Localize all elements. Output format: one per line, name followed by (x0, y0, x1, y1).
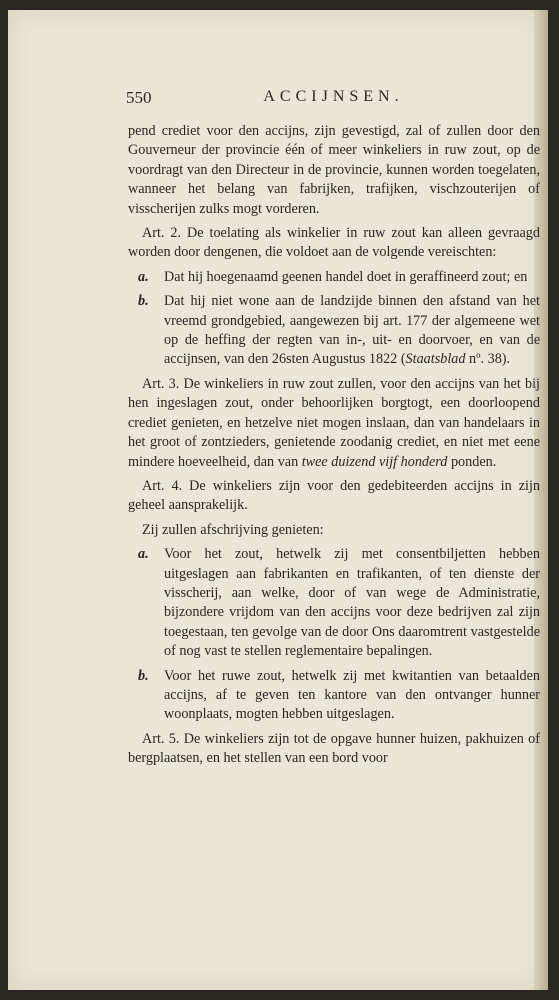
article-2-item-a (128, 268, 540, 287)
article-4-item-b (128, 667, 540, 725)
page-number: 550 (126, 88, 152, 107)
item-marker: a. (138, 546, 149, 563)
amount-italic: twee duizend vijf honderd (301, 453, 448, 470)
article-5: Art. 5. De winkeliers zijn tot de opgave hunner huizen, pakhuizen of bergplaatsen, en het stellen van een bord voor (128, 730, 540, 767)
article-2-intro: Art. 2. De toelating als winkelier in ruw zout kan alleen gevraagd worden door dengenen, die voldoet aan de volgende vereischten: (128, 225, 540, 261)
item-text-part: Dat hij niet wone aan de landzijde binnen den afstand van het vreemd grondgebied, aangewezen bij art. 177 der algemeene wet op de heffing der regten van in-, uit- en doorvoer, en van de accijnsen, van den 26sten Augustus 1822 ( (164, 293, 540, 368)
running-head: ACCIJNSEN. (263, 88, 404, 105)
item-marker: b. (138, 293, 149, 310)
page-header (126, 88, 541, 114)
paragraph-continuation: pend crediet voor den accijns, zijn gevestigd, zal of zullen door den Gouverneur der provincie één of meer winkeliers in ruw zout, op de voordragt van den Directeur in de provincie, kunnen worden toegelaten, wanneer het belang van fabrijken, trafijken, vischzouterijen of visscherijen zulks mogt vorderen. (128, 123, 540, 217)
item-text-part: nº. 38). (465, 351, 511, 368)
page-text (128, 122, 540, 774)
article-4: Art. 4. De winkeliers zijn voor den gedebiteerden accijns in zijn geheel aansprakelijk. (128, 477, 540, 514)
article-4-sub: Zij zullen afschrijving genieten: (142, 521, 324, 538)
staatsblad-italic: Staatsblad (405, 351, 466, 368)
item-marker: b. (138, 667, 149, 684)
article-3 (128, 375, 540, 472)
item-text: Voor het ruwe zout, hetwelk zij met kwitantien van betaalden accijns, af te geven ten kantore van den ontvanger hunner woonplaats, mogten hebben uitgeslagen. (164, 667, 540, 723)
article-4-item-a (128, 545, 540, 661)
article-3-text-end: ponden. (447, 453, 497, 470)
article-2-item-b (128, 292, 540, 370)
item-text (164, 292, 540, 370)
book-page (8, 10, 548, 990)
item-marker: a. (138, 268, 149, 285)
item-text: Dat hij hoegenaamd geenen handel doet in geraffineerd zout; en (164, 268, 528, 285)
article-3-text: Art. 3. De winkeliers in ruw zout zullen, voor den accijns van het bij hen ingeslagen zout, onder behoorlijken borgtogt, een doorloopend crediet genieten, en hetzelve niet mogen inslaan, dan van handelaars in het groot of zontzieders, genietende zoodanig crediet, en niet met eene mindere hoeveelheid, dan van (128, 375, 540, 470)
item-text: Voor het zout, hetwelk zij met consentbiljetten hebben uitgeslagen aan fabrikanten en trafikanten, of ten dienste der visscherij, aan welke, door of van wege de Administratie, bijzondere vrijdom van den accijns voor deze bedrijven zal zijn toegestaan, ten gevolge van de door Ons daaromtrent vastgestelde of nog vast te stellen reglementaire bepalingen. (164, 546, 540, 660)
